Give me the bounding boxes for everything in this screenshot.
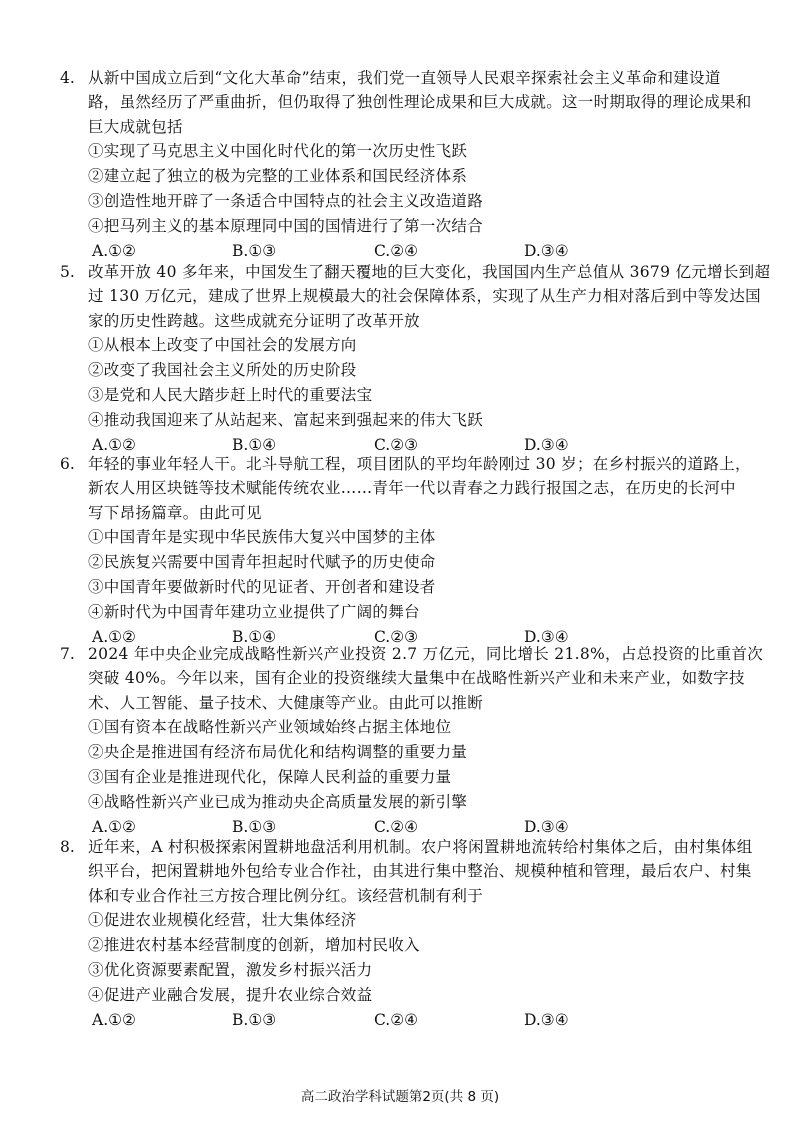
option-d[interactable]: D.③④ <box>524 628 569 646</box>
statement-2: ②央企是推进国有经济布局优化和结构调整的重要力量 <box>88 743 468 761</box>
statement-1: ①实现了马克思主义中国化时代化的第一次历史性飞跃 <box>88 142 468 160</box>
option-a[interactable]: A.①② <box>92 242 136 260</box>
stem-line: 突破 40%。今年以来，国有企业的投资继续大量集中在战略性新兴产业和未来产业，如数字技 <box>88 669 745 688</box>
question-number: 8. <box>60 838 75 856</box>
stem-line: 年轻的事业年轻人干。北斗导航工程，项目团队的平均年龄刚过 30 岁；在乡村振兴的道路上， <box>88 455 751 473</box>
stem-line: 近年来，A 村积极探索闲置耕地盘活利用机制。农户将闲置耕地流转给村集体之后，由村集体组 <box>88 838 753 856</box>
stem-line: 2024 年中央企业完成战略性新兴产业投资 2.7 万亿元，同比增长 21.8%，占总投资的比重首次 <box>88 645 764 663</box>
option-c[interactable]: C.②③ <box>374 628 419 646</box>
question-stem <box>88 642 794 715</box>
question-number: 4. <box>60 69 75 87</box>
question-number: 5. <box>60 263 75 281</box>
option-c[interactable]: C.②③ <box>374 436 419 454</box>
option-c[interactable]: C.②④ <box>374 1011 419 1029</box>
question-stem <box>88 66 794 139</box>
statement-2: ②建立起了独立的极为完整的工业体系和国民经济体系 <box>88 167 468 185</box>
stem-line: 新农人用区块链等技术赋能传统农业……青年一代以青春之力践行报国之志，在历史的长河中 <box>88 479 736 498</box>
stem-line: 改革开放 40 多年来，中国发生了翻天覆地的巨大变化，我国国内生产总值从 3679 亿元增长到超 <box>88 263 771 281</box>
statement-1: ①促进农业规模化经营，壮大集体经济 <box>88 911 357 929</box>
stem-line: 过 130 万亿元，建成了世界上规模最大的社会保障体系，实现了从生产力相对落后到中等发达国 <box>88 287 761 306</box>
stem-line: 体和专业合作社三方按合理比例分红。该经营机制有利于 <box>88 886 484 905</box>
statement-2: ②改变了我国社会主义所处的历史阶段 <box>88 361 357 379</box>
statement-3: ③国有企业是推进现代化，保障人民利益的重要力量 <box>88 768 452 786</box>
option-d[interactable]: D.③④ <box>524 1011 569 1029</box>
stem-line: 家的历史性跨越。这些成就充分证明了改革开放 <box>88 311 420 330</box>
option-b[interactable]: B.①③ <box>232 1011 277 1029</box>
stem-line: 巨大成就包括 <box>88 117 183 136</box>
option-d[interactable]: D.③④ <box>524 818 569 836</box>
option-c[interactable]: C.②④ <box>374 242 419 260</box>
question-number: 7. <box>60 645 75 663</box>
statement-3: ③优化资源要素配置，激发乡村振兴活力 <box>88 961 373 979</box>
statement-3: ③中国青年要做新时代的见证者、开创者和建设者 <box>88 578 436 596</box>
statement-4: ④战略性新兴产业已成为推动央企高质量发展的新引擎 <box>88 793 468 811</box>
stem-line: 织平台，把闲置耕地外包给专业合作社，由其进行集中整治、规模种植和管理，最后农户、村集 <box>88 862 752 881</box>
stem-line: 路，虽然经历了严重曲折，但仍取得了独创性理论成果和巨大成就。这一时期取得的理论成果和 <box>88 93 752 112</box>
stem-line: 写下昂扬篇章。由此可见 <box>88 503 262 522</box>
option-b[interactable]: B.①④ <box>232 628 277 646</box>
stem-line: 术、人工智能、量子技术、大健康等产业。由此可以推断 <box>88 693 484 712</box>
option-c[interactable]: C.②④ <box>374 818 419 836</box>
statement-1: ①从根本上改变了中国社会的发展方向 <box>88 336 357 354</box>
statement-4: ④新时代为中国青年建功立业提供了广阔的舞台 <box>88 603 420 621</box>
statement-2: ②推进农村基本经营制度的创新，增加村民收入 <box>88 936 420 954</box>
option-b[interactable]: B.①③ <box>232 818 277 836</box>
statement-4: ④把马列主义的基本原理同中国的国情进行了第一次结合 <box>88 217 484 235</box>
question-stem <box>88 452 794 525</box>
option-a[interactable]: A.①② <box>92 436 136 454</box>
question-number: 6. <box>60 455 75 473</box>
option-d[interactable]: D.③④ <box>524 436 569 454</box>
option-b[interactable]: B.①③ <box>232 242 277 260</box>
statement-3: ③创造性地开辟了一条适合中国特点的社会主义改造道路 <box>88 192 484 210</box>
statement-3: ③是党和人民大踏步赶上时代的重要法宝 <box>88 386 373 404</box>
question-stem <box>88 835 794 908</box>
statement-2: ②民族复兴需要中国青年担起时代赋予的历史使命 <box>88 553 436 571</box>
stem-line: 从新中国成立后到“文化大革命”结束，我们党一直领导人民艰辛探索社会主义革命和建设道 <box>88 69 721 87</box>
option-b[interactable]: B.①④ <box>232 436 277 454</box>
statement-1: ①中国青年是实现中华民族伟大复兴中国梦的主体 <box>88 528 436 546</box>
option-d[interactable]: D.③④ <box>524 242 569 260</box>
option-a[interactable]: A.①② <box>92 818 136 836</box>
option-a[interactable]: A.①② <box>92 1011 136 1029</box>
statement-1: ①国有资本在战略性新兴产业领域始终占据主体地位 <box>88 718 452 736</box>
page-footer: 高二政治学科试题第2页(共 8 页) <box>300 1089 500 1105</box>
option-a[interactable]: A.①② <box>92 628 136 646</box>
statement-4: ④推动我国迎来了从站起来、富起来到强起来的伟大飞跃 <box>88 411 484 429</box>
question-stem <box>88 260 794 333</box>
statement-4: ④促进产业融合发展，提升农业综合效益 <box>88 986 373 1004</box>
